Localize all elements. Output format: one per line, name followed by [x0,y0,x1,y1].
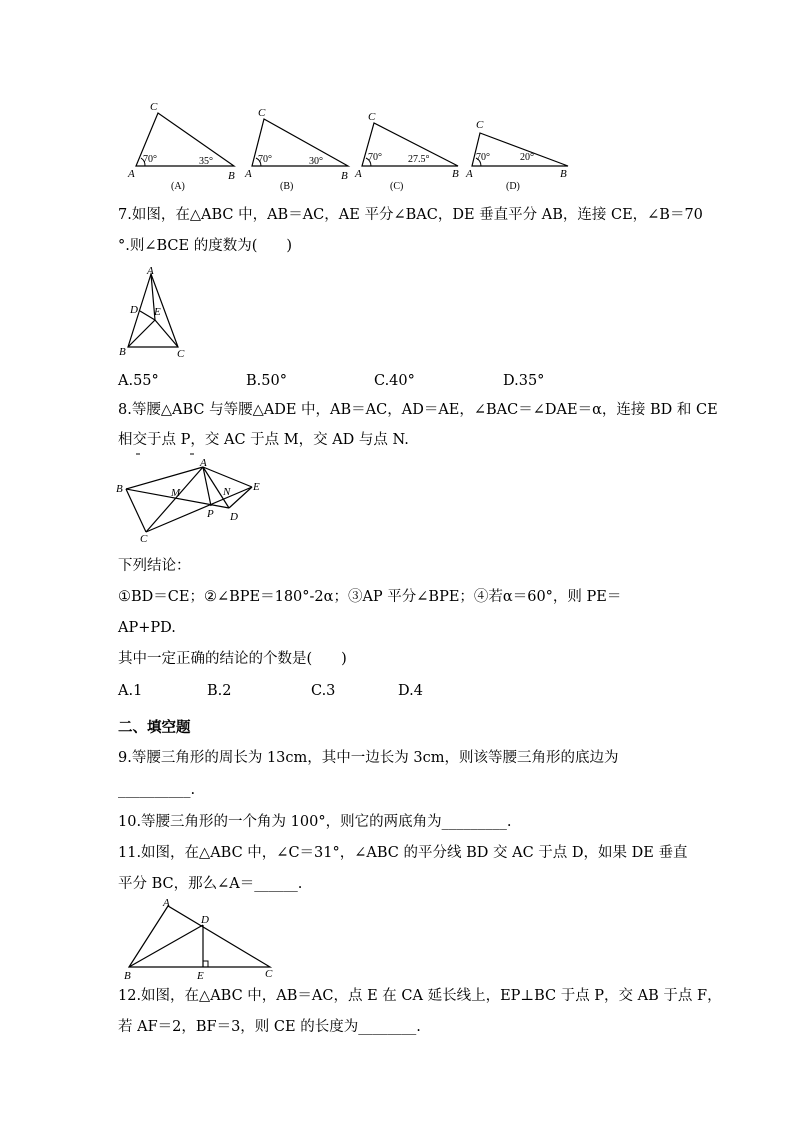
q12-text-line2: 若 AF＝2，BF＝3，则 CE 的长度为________. [118,1019,421,1035]
label-b: B [124,970,131,982]
q9-text-line2: __________. [118,782,196,798]
q8-option-a[interactable]: A.1 [118,683,143,699]
q10-text: 10.等腰三角形的一个角为 100°，则它的两底角为_________. [118,814,512,830]
label-p: P [207,508,214,520]
label-e: E [197,970,204,982]
q11-figure [118,896,278,982]
label-c: C [258,107,266,119]
label-a: A [163,897,170,909]
angle-a: 70° [258,154,272,165]
label-c: C [177,348,185,360]
label-n: N [223,486,231,498]
label-b: B [560,168,567,180]
caption: (B) [280,181,294,192]
q12-text-line1: 12.如图，在△ABC 中，AB＝AC，点 E 在 CA 延长线上，EP⊥BC 于点 P，交 AB 于点 F， [118,988,722,1004]
q7-option-b[interactable]: B.50° [246,373,287,389]
angle-a: 70° [143,154,157,165]
label-c: C [140,533,148,544]
label-b: B [452,168,459,180]
label-d: D [230,511,238,523]
caption: (A) [171,181,185,192]
label-c: C [265,968,273,980]
q7-figure [116,264,196,362]
label-e: E [253,481,260,493]
q8-text-line3: ①BD＝CE；②∠BPE＝180°-2α；③AP 平分∠BPE；④若α＝60°，则 PE＝ [118,589,622,605]
label-a: A [466,168,473,180]
angle-b: 30° [309,156,323,167]
q8-question: 其中一定正确的结论的个数是( ) [118,651,347,667]
q8-option-b[interactable]: B.2 [207,683,232,699]
angle-b: 20° [520,152,534,163]
q9-text-line1: 9.等腰三角形的周长为 13cm，其中一边长为 3cm，则该等腰三角形的底边为 [118,750,619,766]
caption: (C) [390,181,404,192]
label-a: A [128,168,135,180]
label-b: B [116,483,123,495]
label-a: A [245,168,252,180]
label-d: D [130,304,138,316]
q8-text-line1: 8.等腰△ABC 与等腰△ADE 中，AB＝AC，AD＝AE，∠BAC＝∠DAE＝α，连接 BD 和 CE [118,402,718,418]
q8-option-d[interactable]: D.4 [398,683,423,699]
q11-text-line2: 平分 BC，那么∠A＝______. [118,876,303,892]
angle-b: 35° [199,156,213,167]
label-m: M [171,487,181,499]
angle-b: 27.5° [408,154,430,165]
section-title: 二、填空题 [118,720,191,736]
triangle-c [354,111,459,192]
label-c: C [476,119,484,131]
caption: (D) [506,181,520,192]
label-a: A [147,265,154,277]
label-d: D [201,914,209,926]
label-c: C [150,101,158,113]
q7-text-line2: °.则∠BCE 的度数为( ) [118,238,293,254]
triangle-d [465,119,568,192]
label-a: A [200,457,207,469]
label-e: E [154,306,161,318]
q8-text-line4: AP+PD. [118,620,176,636]
label-b: B [119,346,126,358]
q7-option-c[interactable]: C.40° [374,373,415,389]
q8-figure [116,452,276,544]
label-b: B [341,170,348,182]
q11-text-line1: 11.如图，在△ABC 中，∠C＝31°，∠ABC 的平分线 BD 交 AC 于点 D，如果 DE 垂直 [118,845,688,861]
angle-a: 70° [368,152,382,163]
q8-text-line2: 相交于点 P，交 AC 于点 M，交 AD 与点 N. [118,432,409,448]
q7-option-d[interactable]: D.35° [503,373,545,389]
q8-option-c[interactable]: C.3 [311,683,336,699]
label-b: B [228,170,235,182]
q7-text-line1: 7.如图，在△ABC 中，AB＝AC，AE 平分∠BAC，DE 垂直平分 AB，连接 CE，∠B＝70 [118,207,703,223]
q6-figures [122,100,582,195]
q7-option-a[interactable]: A.55° [118,373,159,389]
label-c: C [368,111,376,123]
triangle-b [244,107,348,192]
q8-intro: 下列结论： [118,558,191,574]
angle-a: 70° [476,152,490,163]
label-a: A [355,168,362,180]
triangle-a [127,101,235,192]
